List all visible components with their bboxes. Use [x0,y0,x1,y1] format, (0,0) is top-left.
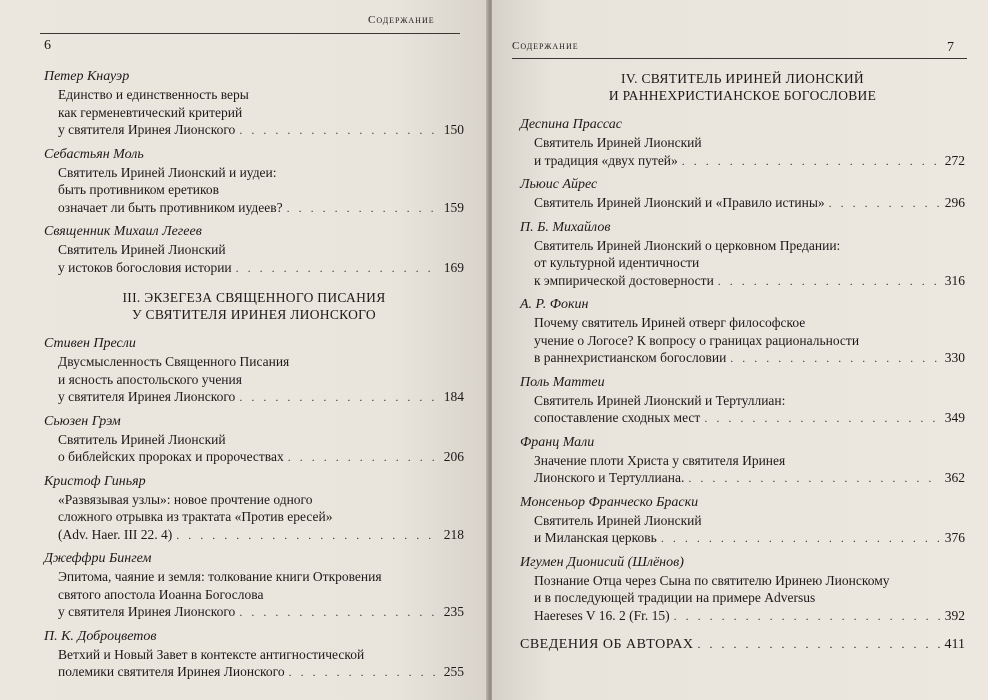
entry-title-line [44,121,464,140]
toc-list [520,64,965,653]
dot-leader [287,200,440,218]
running-title: Содержание [512,40,579,52]
toc-entry [44,473,464,545]
dot-leader [661,530,941,548]
page-ref: 362 [944,470,965,485]
page-number: 6 [44,38,51,53]
entry-title-text: Лионского и Тертуллиана. [534,470,685,485]
page-ref: 296 [944,195,965,210]
entry-title-line: от культурной идентичности [534,255,700,270]
entry-title-line: Двусмысленность Священного Писания [58,354,290,369]
entry-title-line: святого апостола Иоанна Богослова [58,586,264,602]
toc-entry [44,550,464,622]
entry-title-line: Святитель Ириней Лионский и иудеи: [58,164,277,180]
page-ref: 206 [443,449,464,464]
dot-leader [688,470,940,488]
entry-author: Священник Михаил Легеев [44,224,202,239]
entry-author: Кристоф Гиньяр [44,473,146,489]
entry-author: Поль Маттеи [520,374,605,390]
entry-title-line: Ветхий и Новый Завет в контексте антигностической [58,646,365,662]
entry-title-line [44,526,464,545]
dot-leader [239,389,439,407]
entry-title-text: Святитель Ириней Лионский и «Правило истины» [534,195,825,210]
page-ref: 316 [944,272,965,288]
entry-title-line [520,409,965,428]
entry-title-line: Святитель Ириней Лионский и Тертуллиан: [534,392,786,408]
entry-author: Деспина Прассас [520,117,622,132]
entry-title-line: Единство и единственность веры [58,87,249,102]
toc-entry [520,554,965,626]
entry-title-line [520,194,965,213]
entry-title-line: как герменевтический критерий [58,104,243,120]
running-title: Содержание [368,14,435,26]
page-ref: 169 [443,259,464,275]
dot-leader [239,604,439,622]
entry-title-line [44,663,464,682]
entry-title-line [44,388,464,407]
entry-title-line [520,349,965,368]
entry-title-text: Haereses V 16. 2 (Fr. 15) [534,607,670,623]
toc-entry [520,116,965,170]
page-ref: 159 [443,199,464,215]
entry-title-line: сложного отрывка из трактата «Против ересей» [58,509,333,524]
entry-author: Льюис Айрес [520,177,598,192]
entry-title-text: у святителя Иринея Лионского [58,389,236,404]
entry-title-line [44,603,464,622]
entry-title-text: полемики святителя Иринея Лионского [58,664,285,679]
entry-title-line [44,259,464,278]
toc-list [44,68,464,688]
entry-author: Петер Кнауэр [44,69,130,84]
entry-title-line: Почему святитель Ириней отверг философское [534,315,806,330]
section-heading [44,289,464,323]
page-ref: 272 [944,152,965,168]
dot-leader [718,273,941,291]
toc-entry [44,146,464,218]
section-heading [520,70,965,104]
entry-author: Джеффри Бингем [44,551,152,566]
entry-title-line [520,469,965,488]
left-page [0,0,488,700]
toc-entry [520,296,965,368]
entry-title-line: Святитель Ириней Лионский [58,242,226,257]
entry-title-text: у святителя Иринея Лионского [58,604,236,619]
entry-author: Стивен Пресли [44,336,136,351]
page-ref: 255 [443,664,464,679]
toc-entry [520,374,965,428]
page-ref: 392 [944,607,965,623]
entry-title-text: к эмпирической достоверности [534,272,714,288]
entry-author: Монсеньор Франческо Браски [520,494,699,510]
entry-title-line: Святитель Ириней Лионский [534,512,702,528]
entry-title-line [44,199,464,218]
toc-entry [520,176,965,213]
dot-leader [829,195,941,213]
entry-title-text: у святителя Иринея Лионского [58,122,236,137]
entry-title-line: Святитель Ириней Лионский [58,431,226,447]
dot-leader [176,527,440,545]
entry-title-text: в раннехристианском богословии [534,350,727,365]
page-ref: 376 [944,530,965,545]
entry-author: П. К. Доброцветов [44,628,157,644]
dot-leader [674,608,941,626]
dot-leader [236,260,440,278]
dot-leader [288,449,440,467]
entry-author: П. Б. Михайлов [520,219,611,235]
entry-author: Франц Мали [520,434,595,450]
dot-leader [289,664,440,682]
entry-title-text: и Миланская церковь [534,530,657,545]
header-rule [40,33,460,34]
entry-author: Игумен Дионисий (Шлёнов) [520,554,684,570]
entry-title-text: и традиция «двух путей» [534,152,678,168]
page-ref: 330 [944,350,965,365]
entry-title-line: Эпитома, чаяние и земля: толкование книги Откровения [58,569,382,584]
entry-title-line [520,152,965,171]
entry-title-line [44,448,464,467]
toc-group [520,116,965,625]
entry-title-line: Святитель Ириней Лионский о церковном Предании: [534,237,841,253]
toc-entry [520,494,965,548]
toc-entry [520,434,965,488]
entry-author: А. Р. Фокин [520,297,589,312]
entry-author: Себастьян Моль [44,146,144,162]
toc-entry [44,335,464,407]
page-ref: 235 [443,604,464,619]
entry-title-text: означает ли быть противником иудеев? [58,199,283,215]
entry-title-text: сопоставление сходных мест [534,410,701,425]
toc-entry [44,628,464,682]
entry-title-line: быть противником еретиков [58,182,220,197]
right-page [492,0,988,700]
page-number: 7 [947,40,954,55]
entry-title-line: Значение плоти Христа у святителя Иринея [534,452,786,468]
entry-title-line: Святитель Ириней Лионский [534,135,702,150]
toc-entry [44,223,464,277]
page-ref: 411 [944,637,965,652]
authors-info-label: СВЕДЕНИЯ ОБ АВТОРАХ [520,637,694,652]
entry-title-line: Познание Отца через Сына по святителю Иринею Лионскому [534,572,890,588]
entry-title-text: о библейских пророках и пророчествах [58,449,284,464]
section-heading-line: И РАННЕХРИСТИАНСКОЕ БОГОСЛОВИЕ [608,88,877,103]
authors-info-entry [520,637,965,653]
toc-group [44,335,464,682]
page-ref: 184 [443,389,464,404]
toc-entry [44,68,464,140]
entry-title-line [520,529,965,548]
dot-leader [682,153,941,171]
entry-title-text: (Adv. Haer. III 22. 4) [58,526,173,542]
page-ref: 349 [944,410,965,425]
entry-title-line [520,272,965,291]
entry-title-line: и в последующей традиции на примере Adversus [534,590,816,605]
page-ref: 218 [443,526,464,542]
entry-title-line: «Развязывая узлы»: новое прочтение одного [58,491,313,507]
dot-leader [730,350,940,368]
dot-leader [704,410,940,428]
section-heading-line: III. ЭКЗЕГЕЗА СВЯЩЕННОГО ПИСАНИЯ [122,290,386,305]
page-ref: 150 [443,122,464,137]
section-heading-line: У СВЯТИТЕЛЯ ИРИНЕЯ ЛИОНСКОГО [132,307,376,322]
toc-entry [44,413,464,467]
entry-title-line: учение о Логосе? К вопросу о границах рациональности [534,332,860,348]
section-heading-line: IV. СВЯТИТЕЛЬ ИРИНЕЙ ЛИОНСКИЙ [621,71,864,86]
toc-entry [520,219,965,291]
entry-title-line [520,607,965,626]
dot-leader [698,637,941,652]
entry-title-line: и ясность апостольского учения [58,371,242,387]
dot-leader [239,122,439,140]
toc-group [44,68,464,277]
header-rule [512,58,967,59]
entry-author: Сьюзен Грэм [44,413,121,429]
entry-title-text: у истоков богословия истории [58,259,232,275]
